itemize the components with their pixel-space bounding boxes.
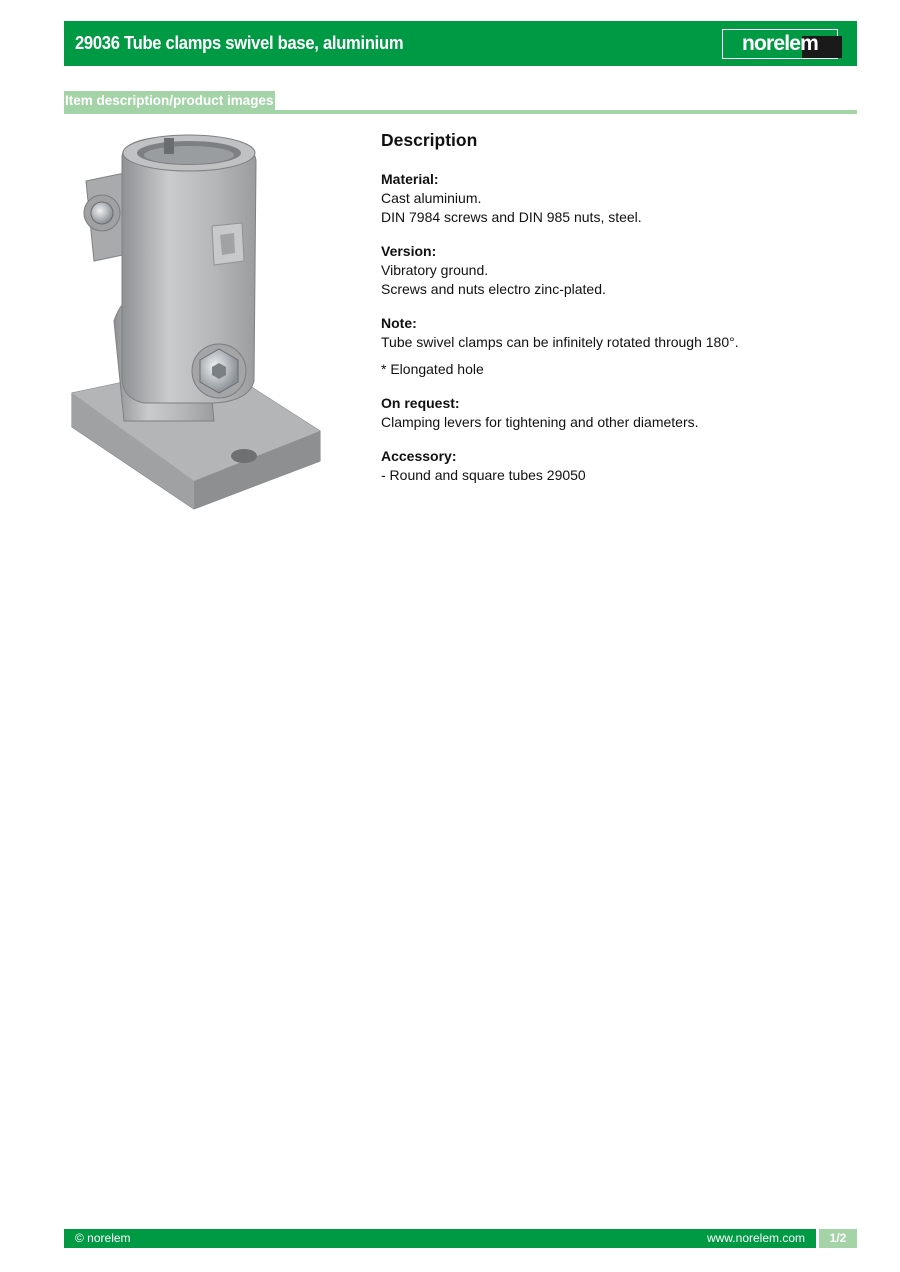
accessory-title: Accessory: [381, 448, 457, 464]
logo-text: norelem [741, 31, 819, 55]
page-number: 1/2 [819, 1229, 857, 1248]
material-line: Cast aluminium. [381, 190, 482, 206]
material-line: DIN 7984 screws and DIN 985 nuts, steel. [381, 209, 642, 225]
copyright-text: © norelem [75, 1231, 131, 1245]
request-block [381, 394, 841, 432]
version-line: Screws and nuts electro zinc-plated. [381, 281, 606, 297]
version-block [381, 242, 841, 299]
material-title: Material: [381, 171, 439, 187]
version-line: Vibratory ground. [381, 262, 489, 278]
note-block [381, 314, 841, 379]
section-divider [64, 110, 857, 114]
request-title: On request: [381, 395, 460, 411]
description-heading: Description [381, 130, 478, 150]
description-panel [381, 129, 841, 500]
accessory-line: - Round and square tubes 29050 [381, 467, 586, 483]
website-link[interactable]: www.norelem.com [706, 1231, 805, 1245]
note-title: Note: [381, 315, 417, 331]
footer-bar [64, 1229, 816, 1248]
accessory-block [381, 447, 841, 485]
version-title: Version: [381, 243, 437, 259]
header-bar [64, 21, 857, 66]
section-label: Item description/product images [65, 93, 274, 108]
material-block [381, 170, 841, 227]
request-line: Clamping levers for tightening and other diameters. [381, 414, 699, 430]
product-image [64, 131, 324, 511]
note-line: Tube swivel clamps can be infinitely rotated through 180°. [381, 334, 739, 350]
elongated-hole-note: * Elongated hole [381, 361, 484, 377]
norelem-logo [722, 29, 838, 59]
page-title: 29036 Tube clamps swivel base, aluminium [75, 33, 404, 53]
